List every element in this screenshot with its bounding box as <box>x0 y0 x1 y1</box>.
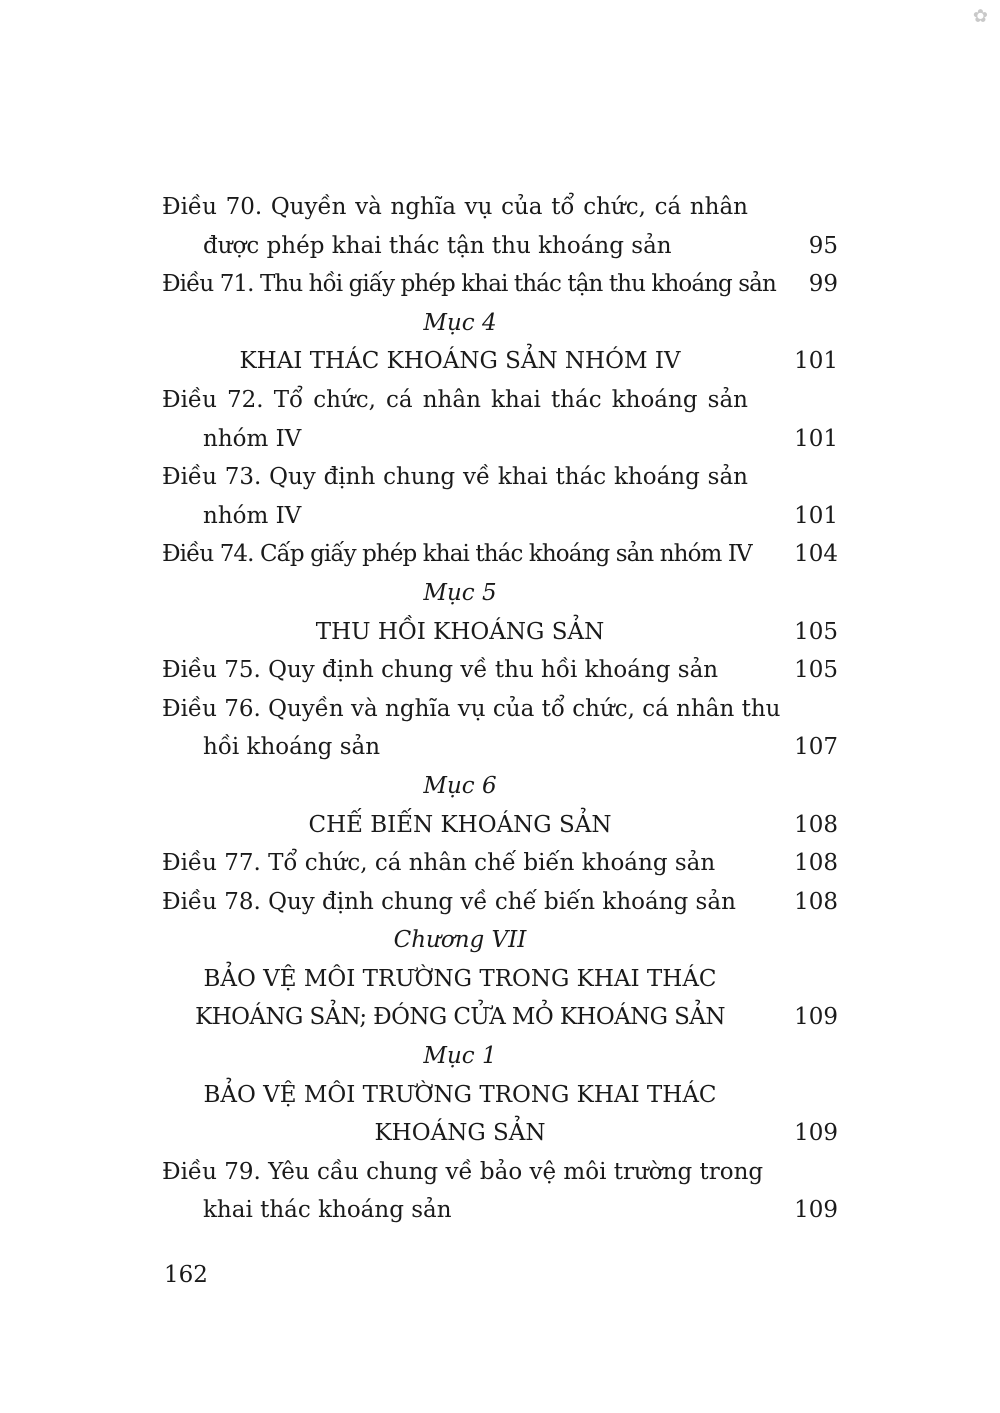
toc-entry-dieu-72-line2 <box>162 420 838 459</box>
toc-entry-text: Điều 74. Cấp giấy phép khai thác khoáng sản nhóm IV <box>162 541 752 568</box>
section-title: THU HỒI KHOÁNG SẢN <box>315 618 605 645</box>
toc-section-title-muc-6 <box>162 806 838 845</box>
toc-section-title-muc-1-line2 <box>162 1114 838 1153</box>
toc-page-number: 109 <box>794 1120 838 1147</box>
section-label: Mục 4 <box>423 309 497 336</box>
toc-page-number: 95 <box>808 232 838 259</box>
toc-page-number: 99 <box>808 271 838 298</box>
section-title: CHẾ BIẾN KHOÁNG SẢN <box>308 811 612 838</box>
section-label: Mục 5 <box>423 579 497 606</box>
toc-page-number: 105 <box>794 657 838 684</box>
toc-entry-dieu-78 <box>162 883 838 922</box>
toc-entry-dieu-77 <box>162 844 838 883</box>
toc-chapter-title-line2 <box>162 998 838 1037</box>
toc-page-number: 101 <box>794 425 838 452</box>
toc-entry-text: Điều 73. Quy định chung về khai thác khoáng sản <box>162 464 748 491</box>
chapter-label: Chương VII <box>393 927 527 954</box>
toc-entry-text: được phép khai thác tận thu khoáng sản <box>203 232 672 259</box>
toc-page-number: 108 <box>794 850 838 877</box>
toc-entry-dieu-73-line2 <box>162 497 838 536</box>
toc-entry-dieu-72-line1 <box>162 381 838 420</box>
toc-section-muc-5 <box>162 574 838 613</box>
toc-page-number: 101 <box>794 502 838 529</box>
page-number: 162 <box>164 1262 208 1288</box>
toc-section-title-muc-4 <box>162 342 838 381</box>
toc-chapter-chuong-7 <box>162 921 838 960</box>
toc-entry-dieu-76-line1 <box>162 690 838 729</box>
toc-entry-text: Điều 75. Quy định chung về thu hồi khoáng sản <box>162 657 719 684</box>
toc-entry-dieu-74 <box>162 535 838 574</box>
toc-entry-dieu-79-line1 <box>162 1153 838 1192</box>
section-label: Mục 6 <box>423 772 497 799</box>
corner-flower-mark: ✿ <box>972 6 988 27</box>
chapter-title: BẢO VỆ MÔI TRƯỜNG TRONG KHAI THÁC <box>203 965 717 992</box>
toc-entry-dieu-76-line2 <box>162 728 838 767</box>
toc-entry-text: nhóm IV <box>203 502 302 529</box>
toc-entry-dieu-70-line1 <box>162 188 838 227</box>
toc-page-number: 108 <box>794 811 838 838</box>
table-of-contents <box>162 188 838 1230</box>
toc-entry-text: hồi khoáng sản <box>203 734 381 761</box>
toc-entry-dieu-79-line2 <box>162 1191 838 1230</box>
toc-section-title-muc-1-line1 <box>162 1076 838 1115</box>
toc-page-number: 104 <box>794 541 838 568</box>
toc-page-number: 109 <box>794 1004 838 1031</box>
toc-entry-dieu-75 <box>162 651 838 690</box>
toc-entry-text: Điều 72. Tổ chức, cá nhân khai thác khoáng sản <box>162 386 748 413</box>
toc-page-number: 101 <box>794 348 838 375</box>
toc-entry-text: Điều 79. Yêu cầu chung về bảo vệ môi trường trong <box>162 1158 764 1185</box>
toc-section-muc-6 <box>162 767 838 806</box>
toc-entry-text: Điều 71. Thu hồi giấy phép khai thác tận thu khoáng sản <box>162 271 776 298</box>
section-title: KHAI THÁC KHOÁNG SẢN NHÓM IV <box>239 348 681 375</box>
toc-entry-text: Điều 76. Quyền và nghĩa vụ của tổ chức, cá nhân thu <box>162 695 781 722</box>
toc-entry-dieu-71 <box>162 265 838 304</box>
toc-chapter-title-line1 <box>162 960 838 999</box>
section-title: BẢO VỆ MÔI TRƯỜNG TRONG KHAI THÁC <box>203 1081 717 1108</box>
toc-page-number: 109 <box>794 1197 838 1224</box>
toc-entry-text: Điều 77. Tổ chức, cá nhân chế biến khoáng sản <box>162 850 716 877</box>
toc-page-number: 108 <box>794 888 838 915</box>
section-title: KHOÁNG SẢN <box>374 1120 546 1147</box>
toc-entry-text: nhóm IV <box>203 425 302 452</box>
toc-entry-dieu-73-line1 <box>162 458 838 497</box>
toc-page-number: 105 <box>794 618 838 645</box>
toc-entry-dieu-70-line2 <box>162 227 838 266</box>
toc-section-title-muc-5 <box>162 613 838 652</box>
chapter-title: KHOÁNG SẢN; ĐÓNG CỬA MỎ KHOÁNG SẢN <box>195 1004 725 1031</box>
toc-entry-text: khai thác khoáng sản <box>203 1197 452 1224</box>
toc-section-muc-4 <box>162 304 838 343</box>
toc-entry-text: Điều 78. Quy định chung về chế biến khoáng sản <box>162 888 736 915</box>
toc-page-number: 107 <box>794 734 838 761</box>
section-label: Mục 1 <box>423 1043 497 1070</box>
toc-entry-text: Điều 70. Quyền và nghĩa vụ của tổ chức, cá nhân <box>162 194 748 220</box>
toc-section-muc-1 <box>162 1037 838 1076</box>
